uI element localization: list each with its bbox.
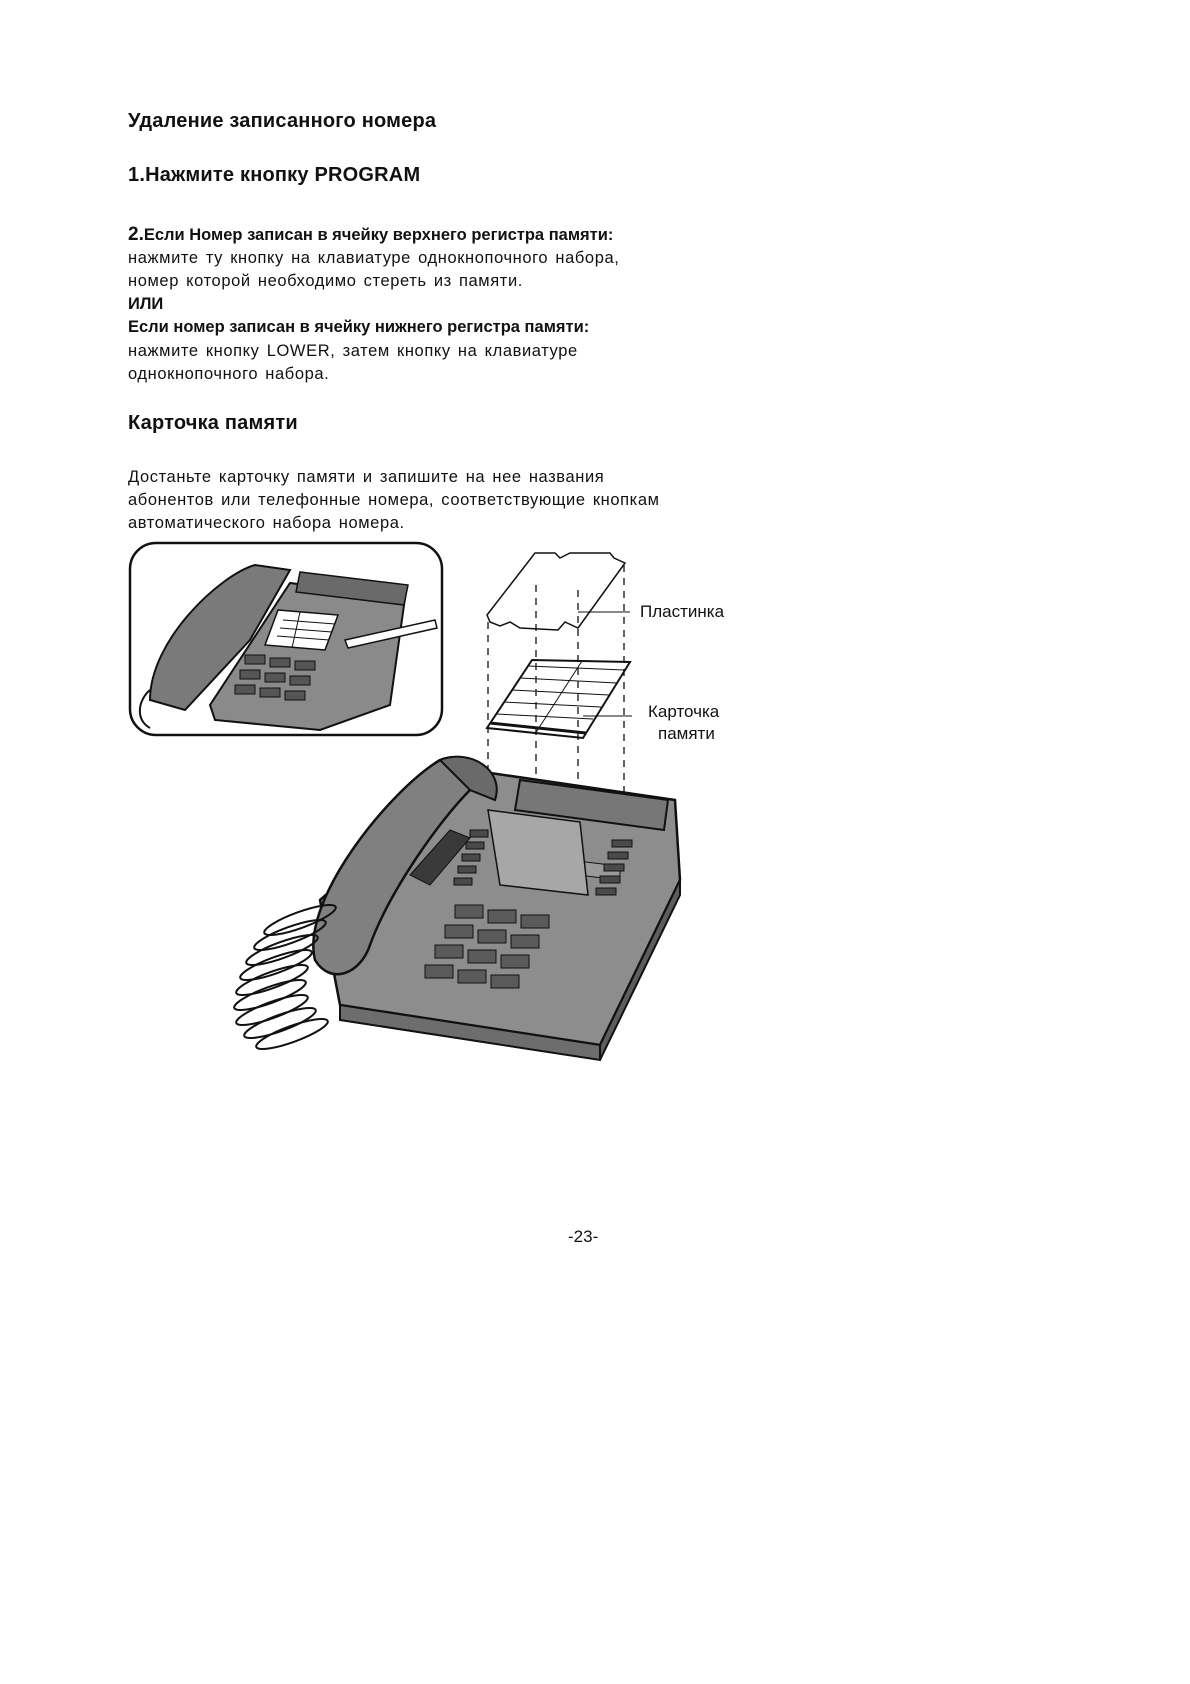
memory-card-line-2: абонентов или телефонные номера, соответствующие кнопкам [128, 491, 660, 509]
page-number: -23- [568, 1227, 599, 1246]
large-phone-drawing [232, 757, 680, 1060]
step-2-or: ИЛИ [128, 295, 164, 313]
label-card-line-1: Карточка [648, 702, 720, 721]
label-card-line-2: памяти [658, 724, 715, 743]
memory-card-drawing [487, 660, 632, 738]
section-title-memory-card: Карточка памяти [128, 412, 298, 434]
memory-card-line-3: автоматического набора номера. [128, 514, 405, 532]
step-2-line-3: нажмите кнопку LOWER, затем кнопку на клавиатуре [128, 342, 578, 360]
plate-drawing [487, 553, 630, 630]
step-2-heading-text: Если Номер записан в ячейку верхнего регистра памяти: [143, 226, 614, 244]
label-plate: Пластинка [640, 602, 725, 621]
step-2-line-2: номер которой необходимо стереть из памяти. [128, 272, 523, 290]
inset-phone-drawing [130, 543, 442, 735]
memory-card-line-1: Достаньте карточку памяти и запишите на нее названия [128, 468, 605, 486]
step-2-line-1: нажмите ту кнопку на клавиатуре однокнопочного набора, [128, 249, 620, 267]
step-2-line-4: однокнопочного набора. [128, 365, 330, 383]
step-2-heading-2: Если номер записан в ячейку нижнего регистра памяти: [128, 318, 590, 336]
section-title-delete: Удаление записанного номера [128, 110, 437, 132]
step-2-number: 2. [128, 224, 144, 245]
step-1: 1.Нажмите кнопку PROGRAM [128, 164, 421, 186]
